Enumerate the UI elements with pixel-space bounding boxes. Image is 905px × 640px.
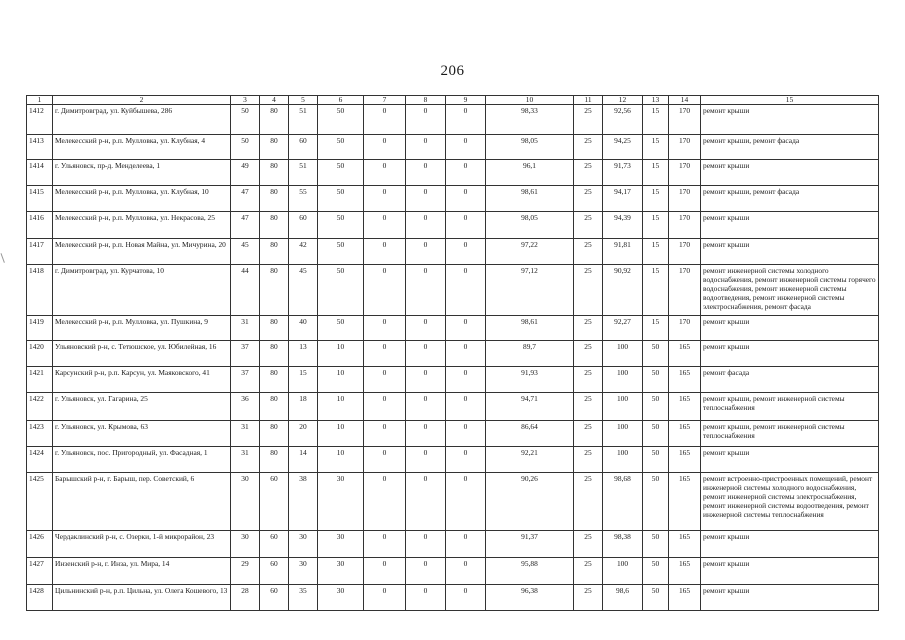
column-header-4: 4: [260, 96, 289, 105]
table-row: [27, 316, 879, 341]
cell-c6: 10: [318, 393, 364, 421]
cell-c5: 40: [289, 316, 318, 341]
cell-c6: 50: [318, 186, 364, 212]
cell-c7: 0: [364, 135, 406, 160]
cell-c7: 0: [364, 265, 406, 316]
table-row: [27, 265, 879, 316]
cell-c14: 170: [669, 160, 701, 186]
works-cell: ремонт крыши: [701, 212, 879, 239]
cell-c10: 89,7: [486, 341, 574, 367]
cell-c8: 0: [406, 393, 446, 421]
table-row: [27, 212, 879, 239]
works-cell: ремонт крыши, ремонт фасада: [701, 186, 879, 212]
column-header-13: 13: [643, 96, 669, 105]
cell-c3: 45: [231, 239, 260, 265]
row-number: 1421: [27, 367, 53, 393]
row-number: 1423: [27, 421, 53, 447]
cell-c12: 90,92: [603, 265, 643, 316]
cell-c12: 94,17: [603, 186, 643, 212]
address-cell: Мелекесский р-н, р.п. Мулловка, ул. Пушкина, 9: [53, 316, 231, 341]
cell-c5: 38: [289, 473, 318, 531]
cell-c4: 80: [260, 160, 289, 186]
cell-c3: 36: [231, 393, 260, 421]
cell-c11: 25: [574, 585, 603, 611]
cell-c12: 92,27: [603, 316, 643, 341]
cell-c9: 0: [446, 239, 486, 265]
cell-c4: 80: [260, 421, 289, 447]
cell-c4: 80: [260, 447, 289, 473]
cell-c7: 0: [364, 473, 406, 531]
row-number: 1419: [27, 316, 53, 341]
cell-c4: 60: [260, 558, 289, 585]
cell-c13: 15: [643, 160, 669, 186]
cell-c5: 45: [289, 265, 318, 316]
cell-c11: 25: [574, 160, 603, 186]
cell-c4: 80: [260, 212, 289, 239]
cell-c7: 0: [364, 367, 406, 393]
cell-c4: 80: [260, 265, 289, 316]
cell-c5: 13: [289, 341, 318, 367]
cell-c11: 25: [574, 447, 603, 473]
cell-c14: 165: [669, 558, 701, 585]
cell-c8: 0: [406, 558, 446, 585]
cell-c9: 0: [446, 558, 486, 585]
address-cell: г. Димитровград, ул. Курчатова, 10: [53, 265, 231, 316]
cell-c13: 50: [643, 585, 669, 611]
cell-c14: 165: [669, 531, 701, 558]
cell-c5: 51: [289, 160, 318, 186]
cell-c10: 98,33: [486, 105, 574, 135]
works-cell: ремонт крыши: [701, 531, 879, 558]
cell-c4: 80: [260, 135, 289, 160]
row-number: 1416: [27, 212, 53, 239]
column-header-12: 12: [603, 96, 643, 105]
cell-c12: 91,81: [603, 239, 643, 265]
cell-c11: 25: [574, 186, 603, 212]
cell-c10: 91,93: [486, 367, 574, 393]
cell-c8: 0: [406, 160, 446, 186]
works-cell: ремонт крыши, ремонт фасада: [701, 135, 879, 160]
cell-c9: 0: [446, 160, 486, 186]
cell-c13: 15: [643, 186, 669, 212]
cell-c11: 25: [574, 135, 603, 160]
cell-c13: 50: [643, 447, 669, 473]
address-cell: г. Ульяновск, ул. Гагарина, 25: [53, 393, 231, 421]
cell-c12: 94,25: [603, 135, 643, 160]
cell-c7: 0: [364, 212, 406, 239]
cell-c5: 51: [289, 105, 318, 135]
cell-c3: 44: [231, 265, 260, 316]
cell-c3: 31: [231, 421, 260, 447]
column-header-5: 5: [289, 96, 318, 105]
cell-c14: 165: [669, 367, 701, 393]
scan-artifact: [1, 251, 11, 263]
cell-c5: 35: [289, 585, 318, 611]
cell-c14: 165: [669, 393, 701, 421]
table-header: [27, 96, 879, 105]
cell-c3: 50: [231, 135, 260, 160]
works-cell: ремонт крыши: [701, 239, 879, 265]
row-number: 1417: [27, 239, 53, 265]
cell-c13: 15: [643, 212, 669, 239]
cell-c14: 170: [669, 265, 701, 316]
cell-c8: 0: [406, 531, 446, 558]
cell-c11: 25: [574, 105, 603, 135]
cell-c9: 0: [446, 341, 486, 367]
cell-c10: 98,05: [486, 212, 574, 239]
registry-table: [26, 95, 879, 611]
cell-c7: 0: [364, 421, 406, 447]
cell-c4: 80: [260, 239, 289, 265]
cell-c8: 0: [406, 105, 446, 135]
cell-c9: 0: [446, 421, 486, 447]
cell-c8: 0: [406, 447, 446, 473]
cell-c13: 15: [643, 239, 669, 265]
cell-c10: 91,37: [486, 531, 574, 558]
cell-c14: 170: [669, 186, 701, 212]
cell-c12: 100: [603, 341, 643, 367]
cell-c11: 25: [574, 341, 603, 367]
table-row: [27, 531, 879, 558]
cell-c12: 100: [603, 447, 643, 473]
row-number: 1425: [27, 473, 53, 531]
cell-c10: 86,64: [486, 421, 574, 447]
cell-c14: 170: [669, 105, 701, 135]
cell-c14: 170: [669, 239, 701, 265]
table-row: [27, 105, 879, 135]
address-cell: г. Ульяновск, пос. Пригородный, ул. Фасадная, 1: [53, 447, 231, 473]
cell-c3: 47: [231, 212, 260, 239]
cell-c10: 95,88: [486, 558, 574, 585]
address-cell: Инзенский р-н, г. Инза, ул. Мира, 14: [53, 558, 231, 585]
cell-c13: 50: [643, 421, 669, 447]
address-cell: Мелекесский р-н, р.п. Мулловка, ул. Клубная, 10: [53, 186, 231, 212]
cell-c12: 100: [603, 421, 643, 447]
cell-c11: 25: [574, 239, 603, 265]
cell-c13: 15: [643, 316, 669, 341]
cell-c9: 0: [446, 473, 486, 531]
cell-c11: 25: [574, 367, 603, 393]
cell-c13: 50: [643, 473, 669, 531]
cell-c4: 60: [260, 585, 289, 611]
cell-c4: 80: [260, 186, 289, 212]
column-header-6: 6: [318, 96, 364, 105]
cell-c9: 0: [446, 393, 486, 421]
cell-c4: 60: [260, 531, 289, 558]
cell-c5: 60: [289, 212, 318, 239]
cell-c13: 15: [643, 265, 669, 316]
column-header-9: 9: [446, 96, 486, 105]
cell-c10: 98,61: [486, 316, 574, 341]
address-cell: Карсунский р-н, р.п. Карсун, ул. Маяковского, 41: [53, 367, 231, 393]
cell-c5: 14: [289, 447, 318, 473]
column-header-3: 3: [231, 96, 260, 105]
row-number: 1415: [27, 186, 53, 212]
cell-c11: 25: [574, 393, 603, 421]
cell-c12: 100: [603, 393, 643, 421]
table-row: [27, 421, 879, 447]
cell-c12: 98,6: [603, 585, 643, 611]
cell-c5: 60: [289, 135, 318, 160]
cell-c12: 98,38: [603, 531, 643, 558]
works-cell: ремонт встроенно-пристроенных помещений, ремонт инженерной системы холодного водоснабжения, ремонт инженерной системы электроснабжения, ремонт инженерной системы водоотведения, ремонт инженерной системы теплоснабжения: [701, 473, 879, 531]
cell-c13: 50: [643, 558, 669, 585]
column-header-15: 15: [701, 96, 879, 105]
works-cell: ремонт крыши: [701, 447, 879, 473]
cell-c14: 165: [669, 473, 701, 531]
cell-c7: 0: [364, 316, 406, 341]
cell-c10: 97,12: [486, 265, 574, 316]
row-number: 1418: [27, 265, 53, 316]
row-number: 1428: [27, 585, 53, 611]
address-cell: Чердаклинский р-н, с. Озерки, 1-й микрорайон, 23: [53, 531, 231, 558]
works-cell: ремонт крыши, ремонт инженерной системы теплоснабжения: [701, 421, 879, 447]
table-row: [27, 558, 879, 585]
cell-c4: 80: [260, 341, 289, 367]
cell-c14: 165: [669, 585, 701, 611]
table-row: [27, 585, 879, 611]
cell-c8: 0: [406, 421, 446, 447]
cell-c6: 50: [318, 239, 364, 265]
cell-c10: 90,26: [486, 473, 574, 531]
cell-c13: 50: [643, 341, 669, 367]
cell-c6: 50: [318, 265, 364, 316]
table-row: [27, 393, 879, 421]
cell-c5: 15: [289, 367, 318, 393]
page-number: 206: [440, 63, 465, 79]
cell-c12: 100: [603, 367, 643, 393]
header-row: [27, 96, 879, 105]
cell-c11: 25: [574, 316, 603, 341]
cell-c9: 0: [446, 212, 486, 239]
cell-c5: 20: [289, 421, 318, 447]
cell-c13: 15: [643, 135, 669, 160]
address-cell: Мелекесский р-н, р.п. Мулловка, ул. Некрасова, 25: [53, 212, 231, 239]
cell-c3: 29: [231, 558, 260, 585]
works-cell: ремонт крыши: [701, 160, 879, 186]
cell-c8: 0: [406, 135, 446, 160]
address-cell: Мелекесский р-н, р.п. Новая Майна, ул. Мичурина, 20: [53, 239, 231, 265]
cell-c10: 94,71: [486, 393, 574, 421]
cell-c10: 96,1: [486, 160, 574, 186]
works-cell: ремонт крыши: [701, 341, 879, 367]
cell-c11: 25: [574, 531, 603, 558]
cell-c3: 47: [231, 186, 260, 212]
table-row: [27, 186, 879, 212]
address-cell: г. Ульяновск, ул. Крымова, 63: [53, 421, 231, 447]
works-cell: ремонт крыши: [701, 316, 879, 341]
cell-c8: 0: [406, 186, 446, 212]
cell-c14: 170: [669, 135, 701, 160]
cell-c6: 10: [318, 367, 364, 393]
cell-c9: 0: [446, 447, 486, 473]
table-row: [27, 341, 879, 367]
table-row: [27, 447, 879, 473]
column-header-8: 8: [406, 96, 446, 105]
cell-c14: 165: [669, 341, 701, 367]
cell-c6: 30: [318, 531, 364, 558]
table-row: [27, 367, 879, 393]
cell-c6: 10: [318, 341, 364, 367]
cell-c7: 0: [364, 531, 406, 558]
cell-c11: 25: [574, 473, 603, 531]
cell-c9: 0: [446, 135, 486, 160]
cell-c8: 0: [406, 316, 446, 341]
cell-c6: 50: [318, 160, 364, 186]
cell-c11: 25: [574, 558, 603, 585]
cell-c14: 165: [669, 421, 701, 447]
cell-c8: 0: [406, 239, 446, 265]
column-header-2: 2: [53, 96, 231, 105]
row-number: 1412: [27, 105, 53, 135]
cell-c6: 30: [318, 473, 364, 531]
cell-c7: 0: [364, 447, 406, 473]
address-cell: г. Ульяновск, пр-д. Менделеева, 1: [53, 160, 231, 186]
column-header-11: 11: [574, 96, 603, 105]
cell-c12: 92,56: [603, 105, 643, 135]
address-cell: г. Димитровград, ул. Куйбышева, 286: [53, 105, 231, 135]
cell-c3: 31: [231, 447, 260, 473]
cell-c3: 30: [231, 473, 260, 531]
cell-c10: 98,05: [486, 135, 574, 160]
cell-c5: 55: [289, 186, 318, 212]
cell-c6: 10: [318, 447, 364, 473]
cell-c12: 94,39: [603, 212, 643, 239]
cell-c10: 92,21: [486, 447, 574, 473]
cell-c3: 28: [231, 585, 260, 611]
cell-c7: 0: [364, 393, 406, 421]
cell-c13: 50: [643, 393, 669, 421]
cell-c9: 0: [446, 316, 486, 341]
cell-c10: 97,22: [486, 239, 574, 265]
cell-c3: 37: [231, 341, 260, 367]
cell-c12: 100: [603, 558, 643, 585]
cell-c4: 80: [260, 367, 289, 393]
column-header-7: 7: [364, 96, 406, 105]
cell-c14: 170: [669, 316, 701, 341]
cell-c9: 0: [446, 531, 486, 558]
cell-c9: 0: [446, 367, 486, 393]
row-number: 1422: [27, 393, 53, 421]
cell-c8: 0: [406, 341, 446, 367]
column-header-10: 10: [486, 96, 574, 105]
cell-c10: 96,38: [486, 585, 574, 611]
table-row: [27, 473, 879, 531]
cell-c3: 50: [231, 105, 260, 135]
row-number: 1424: [27, 447, 53, 473]
cell-c10: 98,61: [486, 186, 574, 212]
cell-c4: 80: [260, 105, 289, 135]
cell-c3: 37: [231, 367, 260, 393]
cell-c13: 50: [643, 367, 669, 393]
cell-c13: 15: [643, 105, 669, 135]
cell-c8: 0: [406, 473, 446, 531]
cell-c4: 80: [260, 393, 289, 421]
cell-c11: 25: [574, 212, 603, 239]
cell-c11: 25: [574, 265, 603, 316]
cell-c5: 18: [289, 393, 318, 421]
table-body: [27, 105, 879, 611]
cell-c7: 0: [364, 239, 406, 265]
cell-c8: 0: [406, 367, 446, 393]
cell-c7: 0: [364, 585, 406, 611]
cell-c6: 50: [318, 316, 364, 341]
works-cell: ремонт крыши, ремонт инженерной системы теплоснабжения: [701, 393, 879, 421]
cell-c5: 30: [289, 558, 318, 585]
cell-c12: 91,73: [603, 160, 643, 186]
works-cell: ремонт инженерной системы холодного водоснабжения, ремонт инженерной системы горячего водоснабжения, ремонт инженерной системы водоотведения, ремонт инженерной системы электроснабжения, ремонт фасада: [701, 265, 879, 316]
cell-c9: 0: [446, 186, 486, 212]
cell-c3: 31: [231, 316, 260, 341]
cell-c13: 50: [643, 531, 669, 558]
table-row: [27, 135, 879, 160]
cell-c8: 0: [406, 265, 446, 316]
cell-c4: 80: [260, 316, 289, 341]
cell-c14: 170: [669, 212, 701, 239]
row-number: 1413: [27, 135, 53, 160]
address-cell: Мелекесский р-н, р.п. Мулловка, ул. Клубная, 4: [53, 135, 231, 160]
cell-c11: 25: [574, 421, 603, 447]
cell-c9: 0: [446, 265, 486, 316]
row-number: 1426: [27, 531, 53, 558]
cell-c5: 30: [289, 531, 318, 558]
cell-c7: 0: [364, 105, 406, 135]
address-cell: Цильнинский р-н, р.п. Цильна, ул. Олега Кошевого, 13: [53, 585, 231, 611]
column-header-14: 14: [669, 96, 701, 105]
cell-c7: 0: [364, 558, 406, 585]
cell-c6: 30: [318, 558, 364, 585]
cell-c6: 50: [318, 212, 364, 239]
cell-c7: 0: [364, 186, 406, 212]
works-cell: ремонт крыши: [701, 105, 879, 135]
table-row: [27, 160, 879, 186]
cell-c12: 98,68: [603, 473, 643, 531]
cell-c5: 42: [289, 239, 318, 265]
cell-c8: 0: [406, 585, 446, 611]
works-cell: ремонт крыши: [701, 585, 879, 611]
works-cell: ремонт крыши: [701, 558, 879, 585]
table-row: [27, 239, 879, 265]
cell-c6: 50: [318, 105, 364, 135]
cell-c3: 49: [231, 160, 260, 186]
cell-c4: 60: [260, 473, 289, 531]
cell-c9: 0: [446, 585, 486, 611]
column-header-1: 1: [27, 96, 53, 105]
works-cell: ремонт фасада: [701, 367, 879, 393]
row-number: 1427: [27, 558, 53, 585]
row-number: 1414: [27, 160, 53, 186]
cell-c9: 0: [446, 105, 486, 135]
cell-c3: 30: [231, 531, 260, 558]
cell-c6: 50: [318, 135, 364, 160]
cell-c7: 0: [364, 341, 406, 367]
cell-c8: 0: [406, 212, 446, 239]
address-cell: Барышский р-н, г. Барыш, пер. Советский, 6: [53, 473, 231, 531]
address-cell: Ульяновский р-н, с. Тетюшское, ул. Юбилейная, 16: [53, 341, 231, 367]
cell-c6: 10: [318, 421, 364, 447]
cell-c14: 165: [669, 447, 701, 473]
cell-c7: 0: [364, 160, 406, 186]
cell-c6: 30: [318, 585, 364, 611]
row-number: 1420: [27, 341, 53, 367]
